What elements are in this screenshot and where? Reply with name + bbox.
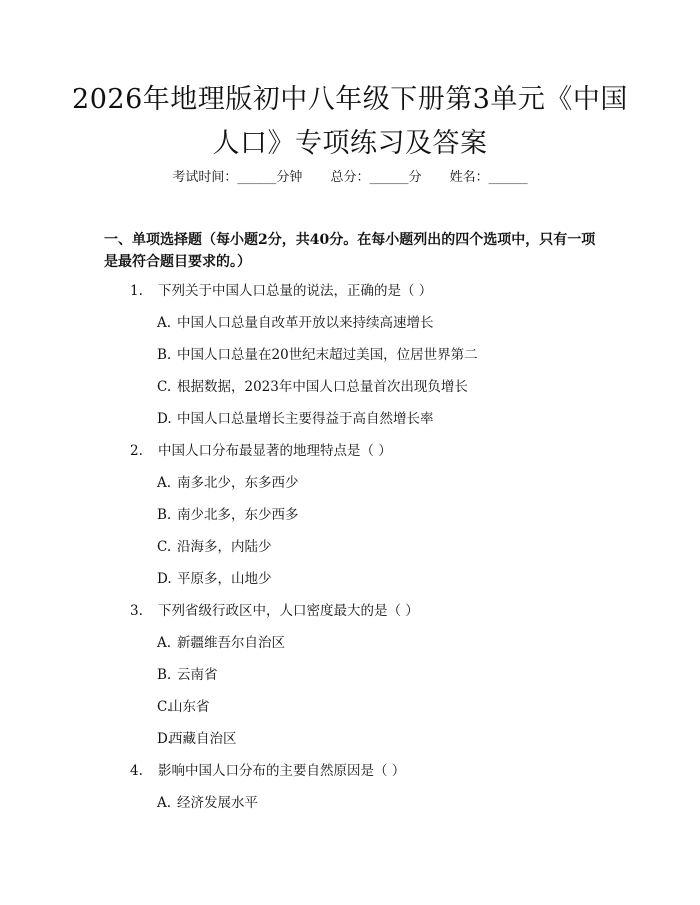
- question-1: [130, 282, 432, 300]
- option-letter: A.: [157, 315, 172, 331]
- option-4a: [157, 794, 258, 812]
- question-number: 4.: [130, 763, 143, 779]
- option-text: 南多北少，东多西少: [177, 475, 299, 491]
- option-text: 沿海多，内陆少: [177, 539, 272, 555]
- option-2d: [157, 570, 272, 588]
- option-text: 中国人口总量在20世纪末超过美国，位居世界第二: [177, 347, 478, 363]
- option-2c: [157, 538, 272, 556]
- option-text: 平原多，山地少: [177, 571, 272, 587]
- document-title: 2026年地理版初中八年级下册第3单元《中国人口》专项练习及答案: [72, 84, 628, 159]
- option-text: 南少北多，东少西多: [177, 507, 299, 523]
- option-3c: [157, 698, 210, 716]
- question-text: 中国人口分布最显著的地理特点是（ ）: [158, 443, 392, 459]
- exam-time: 考试时间：______分钟: [172, 170, 303, 185]
- option-1a: [157, 314, 434, 332]
- option-1b: [157, 346, 478, 364]
- option-letter: C.: [157, 699, 172, 715]
- option-letter: B.: [157, 667, 172, 683]
- question-number: 1.: [130, 283, 143, 299]
- question-number: 2.: [130, 443, 143, 459]
- option-letter: C.: [157, 379, 172, 395]
- option-2b: [157, 506, 299, 524]
- option-3d: [157, 730, 237, 748]
- option-text: 山东省: [169, 699, 210, 715]
- option-letter: D.: [157, 731, 172, 747]
- option-text: 云南省: [177, 667, 218, 683]
- option-text: 中国人口总量增长主要得益于高自然增长率: [177, 411, 434, 427]
- option-letter: B.: [157, 347, 172, 363]
- option-1d: [157, 410, 434, 428]
- option-text: 根据数据，2023年中国人口总量首次出现负增长: [177, 379, 468, 395]
- option-text: 新疆维吾尔自治区: [177, 635, 285, 651]
- option-text: 经济发展水平: [177, 795, 258, 811]
- option-2a: [157, 474, 299, 492]
- option-3b: [157, 666, 218, 684]
- student-name: 姓名：______: [449, 170, 528, 185]
- question-number: 3.: [130, 603, 143, 619]
- option-letter: C.: [157, 539, 172, 555]
- option-text: 西藏自治区: [169, 731, 237, 747]
- option-1c: [157, 378, 468, 396]
- option-letter: A.: [157, 635, 172, 651]
- option-letter: B.: [157, 507, 172, 523]
- question-text: 下列关于中国人口总量的说法，正确的是（ ）: [158, 283, 433, 299]
- option-letter: A.: [157, 475, 172, 491]
- option-letter: D.: [157, 571, 172, 587]
- option-3a: [157, 634, 285, 652]
- option-text: 中国人口总量自改革开放以来持续高速增长: [177, 315, 434, 331]
- option-letter: D.: [157, 411, 172, 427]
- option-letter: A.: [157, 795, 172, 811]
- total-score: 总分：______分: [330, 170, 422, 185]
- section-heading: 一、单项选择题（每小题2分，共40分。在每小题列出的四个选项中，只有一项是最符合题目要求的。）: [104, 232, 596, 270]
- question-2: [130, 442, 392, 460]
- question-4: [130, 762, 405, 780]
- question-3: [130, 602, 419, 620]
- question-text: 下列省级行政区中，人口密度最大的是（ ）: [158, 603, 419, 619]
- exam-info: [0, 169, 700, 187]
- question-text: 影响中国人口分布的主要自然原因是（ ）: [158, 763, 406, 779]
